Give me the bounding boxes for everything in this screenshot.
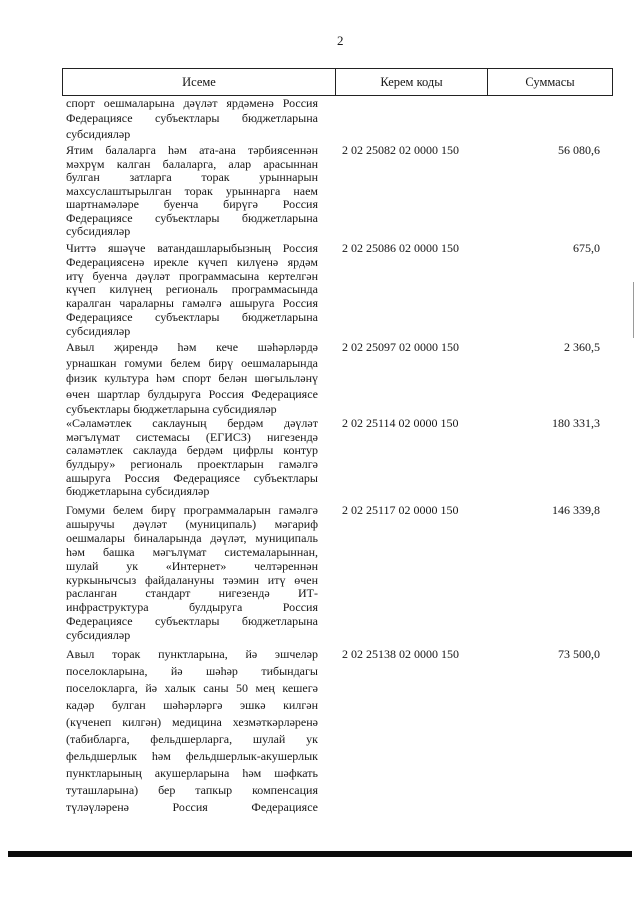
header-code: Керем коды (336, 69, 488, 95)
name-line: (табибларга, фельдшерларга, шулай ук (66, 731, 318, 746)
name-line: Федерациясе субъектлары бюджетларына (66, 111, 318, 125)
name-line: урнашкан гомуми белем бирү оешмаларында (66, 355, 318, 370)
scan-edge-bar (8, 851, 632, 857)
name-line: Федерациясе субъектлары бюджетларына (66, 210, 318, 225)
sum-value: 675,0 (573, 241, 600, 256)
name-line: ашыруга Россия Федерациясе субъектлары (66, 470, 318, 485)
name-line: күчеп килүнең региональ программасында (66, 282, 318, 297)
name-line: Ятим балаларга һәм ата-ана тәрбиясеннән (66, 143, 318, 158)
name-line: субъектлары бюджетларына субсидияләр (66, 402, 277, 417)
name-line: пунктларының акушерларына һәм шәфкать (66, 766, 318, 781)
sum-value: 146 339,8 (552, 503, 600, 517)
name-cell (66, 340, 318, 418)
name-line: өчен шартлар булдыруга Россия Федерациясе (66, 386, 318, 401)
name-line: Федерациясе субъектлары бюджетларына (66, 614, 318, 629)
name-line: инфраструктура булдыруга Россия (66, 600, 318, 615)
name-line: Гомуми белем бирү программаларын гамәлгә (66, 503, 318, 517)
name-line: Федерациясенә ирекле күчеп килүенә ярдәм (66, 254, 318, 269)
income-code: 2 02 25117 02 0000 150 (342, 503, 459, 517)
name-line: сәламәтлек саклауда бердәм цифрлы контур (66, 443, 318, 458)
name-cell (66, 144, 318, 239)
sum-value: 2 360,5 (564, 340, 600, 355)
name-line: субсидияләр (66, 224, 131, 239)
name-line: туташларына) бер тапкыр компенсация (66, 783, 318, 798)
name-line: (күченеп килгән) медицина хезмәткәрләренә (66, 714, 318, 729)
name-line: мәгълүмат системасы (ЕГИСЗ) нигезендә (66, 429, 318, 444)
name-cell (66, 646, 318, 817)
name-line: булган затларга торак урыннарын (66, 170, 318, 185)
name-line: поселокларга, йә халык саны 50 мең кешегә (66, 680, 318, 695)
header-sum: Суммасы (525, 75, 575, 89)
income-code: 2 02 25082 02 0000 150 (342, 143, 459, 158)
name-line: «Сәламәтлек саклауның бердәм дәүләт (66, 416, 318, 431)
name-line: спорт оешмаларына дәүләт ярдәменә Россия (66, 95, 318, 110)
name-line: фельдшерлык һәм фельдшерлык-акушерлык (66, 749, 318, 764)
name-cell (66, 504, 318, 643)
name-line: ашыручы дәүләт (муниципаль) мәгариф (66, 516, 318, 531)
name-line: Авыл торак пунктларына, йә эшчеләр (66, 646, 318, 661)
name-line: оешмалары биналарында дәүләт, муниципаль (66, 530, 318, 545)
name-line: расланган стандарт нигезендә ИТ- (66, 586, 318, 601)
sum-value: 73 500,0 (558, 646, 600, 661)
income-code: 2 02 25138 02 0000 150 (342, 646, 459, 661)
name-line: түләүләренә Россия Федерациясе (66, 800, 318, 815)
name-line: каралган чараларны гамәлгә ашыруга Россия (66, 296, 318, 311)
income-code: 2 02 25086 02 0000 150 (342, 241, 459, 256)
name-line: куркынычсыз файдалануны тәэмин итү өчен (66, 572, 318, 587)
name-line: һәм башка мәгълүмат системаларыннан, (66, 544, 318, 559)
name-line: мәхрүм калган балаларга, алар арасыннан (66, 156, 318, 171)
name-line: Читтә яшәүче ватандашларыбызның Россия (66, 241, 318, 256)
name-cell (66, 96, 318, 143)
name-cell (66, 242, 318, 339)
income-code: 2 02 25097 02 0000 150 (342, 340, 459, 355)
name-line: бюджетларына субсидияләр (66, 484, 210, 499)
name-line: шартнамәләре буенча бирүгә Россия (66, 197, 318, 212)
scan-edge-mark (633, 282, 634, 338)
name-line: Федерациясе субъектлары бюджетларына (66, 310, 318, 325)
sum-value: 180 331,3 (552, 416, 600, 431)
name-line: субсидияләр (66, 628, 131, 643)
name-line: физик культура һәм спорт белән шөгыльләнү (66, 371, 318, 386)
name-line: шулай ук «Интернет» челтәреннән (66, 558, 318, 573)
sum-value: 56 080,6 (558, 143, 600, 158)
name-line: итү буенча дәүләт программасына кертелгән (66, 268, 318, 283)
header-name: Исеме (63, 69, 336, 95)
name-line: булдыру» региональ проектларын гамәлгә (66, 456, 318, 471)
name-line: поселокларына, йә шәһәр тибындагы (66, 663, 318, 678)
name-line: Авыл җирендә һәм кече шәһәрләрдә (66, 340, 318, 355)
income-code: 2 02 25114 02 0000 150 (342, 416, 459, 431)
name-line: кадәр булган шәһәрләргә эшкә килгән (66, 697, 318, 712)
name-line: субсидияләр (66, 126, 131, 141)
name-line: махсуслаштырылган торак урыннарга наем (66, 183, 318, 198)
name-line: субсидияләр (66, 323, 131, 338)
page-number: 2 (337, 33, 344, 48)
name-cell (66, 417, 318, 499)
